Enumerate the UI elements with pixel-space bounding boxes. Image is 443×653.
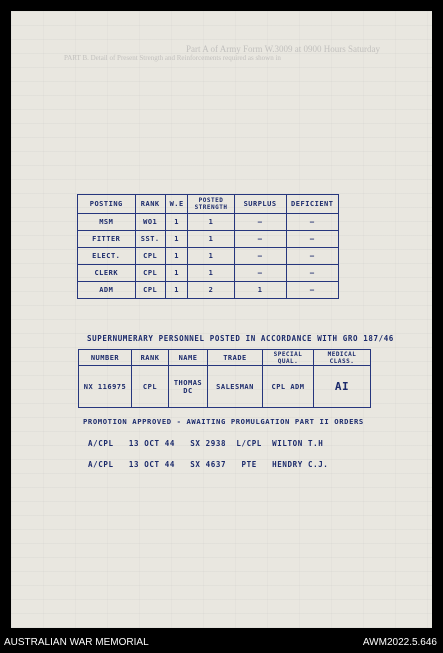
table-row: [78, 282, 339, 299]
special-qual-header: SPECIAL QUAL.: [263, 350, 314, 366]
posted-strength-cell: 1: [188, 265, 234, 282]
surplus-cell: –: [234, 265, 286, 282]
table-row: [78, 214, 339, 231]
faded-header-subtitle: Part A of Army Form W.3009 at 0900 Hours Saturday: [186, 44, 380, 54]
posted-strength-cell: 2: [188, 282, 234, 299]
posting-header: POSTING: [78, 195, 136, 214]
promotion-line: A/CPL 13 OCT 44 SX 4637 PTE HENDRY C.J.: [88, 460, 329, 469]
posted-strength-cell: 1: [188, 214, 234, 231]
medical-class-cell: AI: [314, 366, 371, 408]
name-cell: THOMAS DC: [169, 366, 208, 408]
rank-cell: CPL: [135, 265, 165, 282]
we-cell: 1: [165, 231, 188, 248]
supernumerary-heading: SUPERNUMERARY PERSONNEL POSTED IN ACCORDANCE WITH GRO 187/46: [87, 334, 394, 343]
we-cell: 1: [165, 265, 188, 282]
rank-cell: WO1: [135, 214, 165, 231]
rank-cell: SST.: [135, 231, 165, 248]
we-cell: 1: [165, 282, 188, 299]
rank-header: RANK: [132, 350, 169, 366]
surplus-cell: –: [234, 214, 286, 231]
deficient-header: DEFICIENT: [286, 195, 338, 214]
posting-table: [77, 194, 339, 299]
posting-cell: CLERK: [78, 265, 136, 282]
table-row: [78, 231, 339, 248]
special-qual-cell: CPL ADM: [263, 366, 314, 408]
posting-cell: FITTER: [78, 231, 136, 248]
we-cell: 1: [165, 248, 188, 265]
deficient-cell: –: [286, 282, 338, 299]
deficient-cell: –: [286, 265, 338, 282]
name-header: NAME: [169, 350, 208, 366]
surplus-cell: –: [234, 248, 286, 265]
surplus-cell: 1: [234, 282, 286, 299]
number-header: NUMBER: [79, 350, 132, 366]
rank-cell: CPL: [135, 282, 165, 299]
we-cell: 1: [165, 214, 188, 231]
we-header: W.E: [165, 195, 188, 214]
posted-strength-header: POSTED STRENGTH: [188, 195, 234, 214]
promotion-heading: PROMOTION APPROVED - AWAITING PROMULGATION PART II ORDERS: [83, 417, 364, 426]
number-cell: NX 116975: [79, 366, 132, 408]
trade-header: TRADE: [208, 350, 263, 366]
trade-cell: SALESMAN: [208, 366, 263, 408]
deficient-cell: –: [286, 214, 338, 231]
medical-class-header: MEDICAL CLASS.: [314, 350, 371, 366]
posted-strength-cell: 1: [188, 248, 234, 265]
deficient-cell: –: [286, 248, 338, 265]
surplus-header: SURPLUS: [234, 195, 286, 214]
faded-header-title: PART B. Detail of Present Strength and Reinforcements required as shown in: [64, 54, 281, 62]
posting-cell: ELECT.: [78, 248, 136, 265]
posted-strength-cell: 1: [188, 231, 234, 248]
rank-header: RANK: [135, 195, 165, 214]
supernumerary-table: [78, 349, 371, 408]
table-row: [79, 366, 371, 408]
footer-institution: AUSTRALIAN WAR MEMORIAL: [4, 637, 149, 648]
posting-cell: MSM: [78, 214, 136, 231]
footer-catalogue-number: AWM2022.5.646: [362, 637, 437, 648]
rank-cell: CPL: [135, 248, 165, 265]
table-row: [78, 265, 339, 282]
surplus-cell: –: [234, 231, 286, 248]
posting-cell: ADM: [78, 282, 136, 299]
document-page: [11, 11, 432, 628]
deficient-cell: –: [286, 231, 338, 248]
table-row: [78, 248, 339, 265]
promotion-line: A/CPL 13 OCT 44 SX 2938 L/CPL WILTON T.H: [88, 439, 324, 448]
rank-cell: CPL: [132, 366, 169, 408]
